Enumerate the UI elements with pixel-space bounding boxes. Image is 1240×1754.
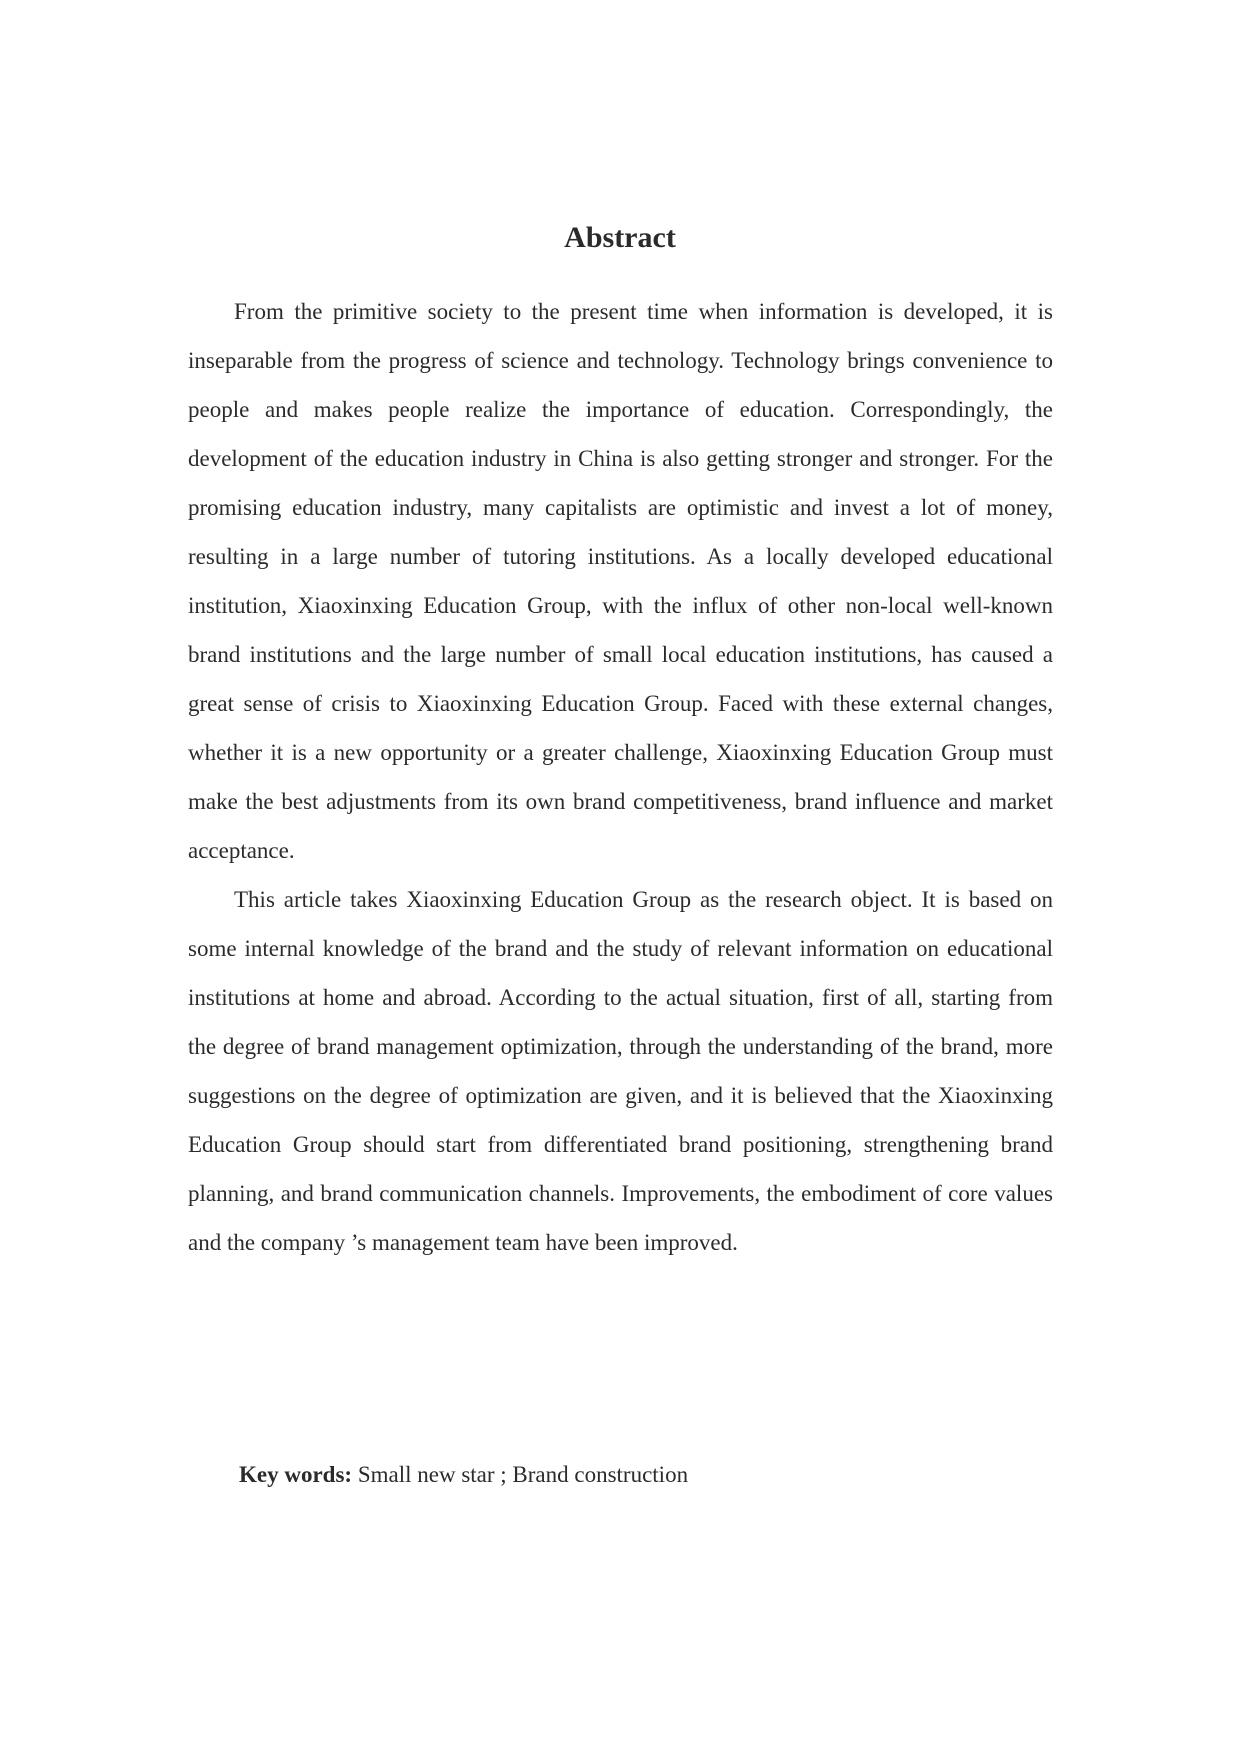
abstract-title: Abstract	[564, 221, 676, 254]
keywords-value: Small new star ; Brand construction	[357, 1462, 689, 1487]
keywords-label: Key words:	[239, 1462, 353, 1487]
abstract-paragraph-1: From the primitive society to the present time when information is developed, it is inseparable from the progress of science and technology. Technology brings convenience to people and makes people realize the importance of education. Correspondingly, the development of the education industry in China is also getting stronger and stronger. For the promising education industry, many capitalists are optimistic and invest a lot of money, resulting in a large number of tutoring institutions. As a locally developed educational institution, Xiaoxinxing Education Group, with the influx of other non-local well-known brand institutions and the large number of small local education institutions, has caused a great sense of crisis to Xiaoxinxing Education Group. Faced with these external changes, whether it is a new opportunity or a greater challenge, Xiaoxinxing Education Group must make the best adjustments from its own brand competitiveness, brand influence and market acceptance.	[188, 299, 1053, 863]
keywords-line	[239, 1450, 688, 1499]
abstract-body	[188, 287, 1053, 1267]
abstract-paragraph-2: This article takes Xiaoxinxing Education Group as the research object. It is based on some internal knowledge of the brand and the study of relevant information on educational institutions at home and abroad. According to the actual situation, first of all, starting from the degree of brand management optimization, through the understanding of the brand, more suggestions on the degree of optimization are given, and it is believed that the Xiaoxinxing Education Group should start from differentiated brand positioning, strengthening brand planning, and brand communication channels. Improvements, the embodiment of core values and the company ’s management team have been improved.	[188, 887, 1053, 1255]
